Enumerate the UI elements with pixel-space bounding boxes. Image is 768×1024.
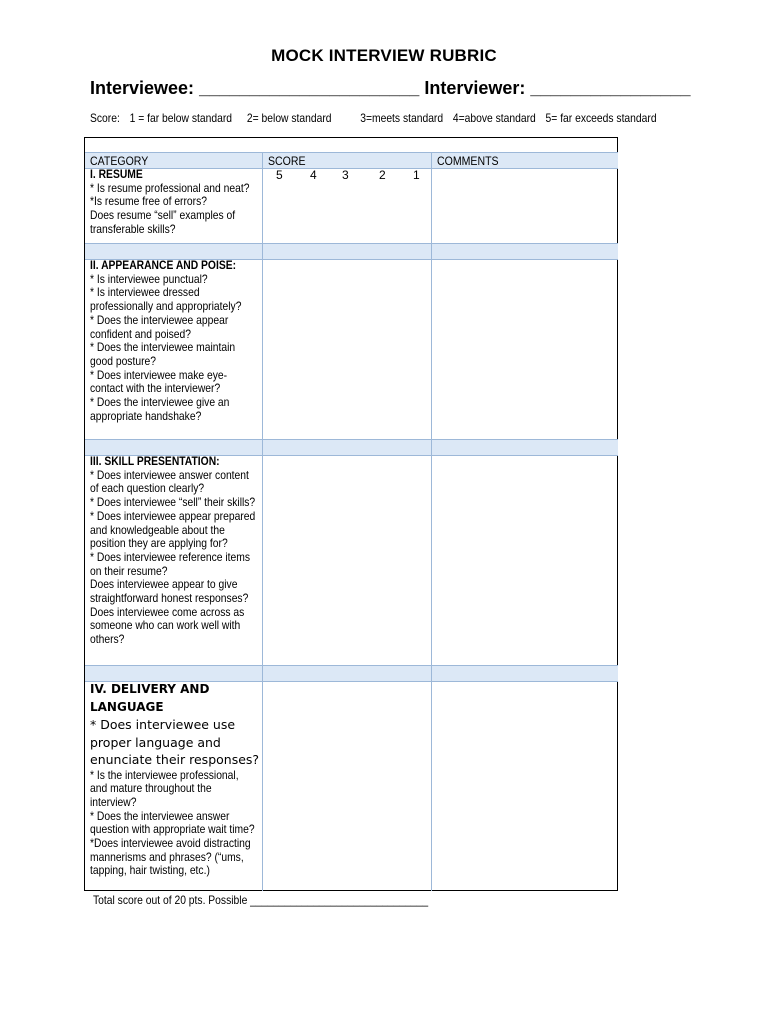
criterion-line: of each question clearly? (90, 481, 205, 496)
criterion-line: position they are applying for? (90, 536, 228, 551)
header-category: CATEGORY (90, 154, 149, 168)
header-comments: COMMENTS (437, 154, 499, 168)
criterion-line: tapping, hair twisting, etc.) (90, 863, 210, 878)
score-scale (276, 168, 447, 182)
score-key (90, 111, 669, 125)
section-heading: LANGUAGE (90, 699, 164, 714)
section-skill-presentation (90, 455, 258, 647)
criterion-line: Does interviewee come across as (90, 604, 245, 619)
criterion-line: * Does the interviewee answer (90, 808, 230, 823)
criterion-line: contact with the interviewer? (90, 381, 221, 396)
section-heading: I. RESUME (90, 167, 143, 181)
names-row (90, 78, 691, 99)
section-heading: II. APPEARANCE AND POISE: (90, 258, 237, 272)
score-2: 2 (379, 168, 386, 182)
page-title: MOCK INTERVIEW RUBRIC (271, 46, 497, 65)
criterion-line: * Does interviewee make eye- (90, 367, 228, 382)
criterion-line: * Is resume professional and neat? (90, 180, 250, 195)
criterion-line: * Is the interviewee professional, (90, 767, 239, 782)
criterion-line: Does resume “sell” examples of (90, 208, 236, 223)
criterion-line: enunciate their responses? (90, 752, 260, 767)
criterion-line: and knowledgeable about the (90, 522, 225, 537)
section-delivery-language (90, 681, 265, 878)
table-header-row (85, 152, 618, 169)
criterion-line: confident and poised? (90, 326, 191, 341)
criterion-line: others? (90, 632, 125, 647)
criterion-line: * Does the interviewee appear (90, 312, 229, 327)
criterion-line: * Does interviewee answer content (90, 467, 249, 482)
score-3: 3 (342, 168, 349, 182)
score-key-label: Score: (90, 111, 120, 125)
score-1: 1 (413, 168, 420, 182)
section-appearance (90, 259, 258, 423)
criterion-line: *Does interviewee avoid distracting (90, 836, 251, 851)
criterion-line: and mature throughout the (90, 781, 212, 796)
criterion-line: * Does the interviewee give an (90, 395, 230, 410)
column-divider (431, 152, 432, 891)
criterion-line: question with appropriate wait time? (90, 822, 255, 837)
criterion-line: on their resume? (90, 563, 168, 578)
interviewer-blank: ________________ (530, 78, 691, 98)
score-4: 4 (310, 168, 317, 182)
criterion-line: good posture? (90, 353, 156, 368)
criterion-line: * Does interviewee reference items (90, 549, 251, 564)
table-separator-row (85, 665, 618, 682)
criterion-line: interview? (90, 794, 137, 809)
score-5: 5 (276, 168, 283, 182)
interviewer-label: Interviewer: (424, 78, 526, 98)
interviewee-label: Interviewee: (90, 78, 195, 98)
criterion-line: Does interviewee appear to give (90, 577, 238, 592)
score-level-4: 4=above standard (452, 111, 536, 125)
criterion-line: * Does interviewee “sell” their skills? (90, 495, 256, 510)
score-level-2: 2= below standard (246, 111, 332, 125)
criterion-line: *Is resume free of errors? (90, 194, 208, 209)
criterion-line: * Does interviewee appear prepared (90, 508, 256, 523)
criterion-line: appropriate handshake? (90, 408, 202, 423)
criterion-line: * Does interviewee use (90, 717, 236, 732)
criterion-line: * Does the interviewee maintain (90, 340, 236, 355)
criterion-line: * Is interviewee dressed (90, 285, 200, 300)
criterion-line: professionally and appropriately? (90, 299, 242, 314)
criterion-line: * Is interviewee punctual? (90, 271, 208, 286)
score-level-5: 5= far exceeds standard (545, 111, 657, 125)
criterion-line: transferable skills? (90, 221, 176, 236)
total-score-line: Total score out of 20 pts. Possible _______________________________ (93, 893, 429, 907)
interviewee-blank: ______________________ (199, 78, 420, 98)
criterion-line: straightforward honest responses? (90, 591, 249, 606)
section-heading: IV. DELIVERY AND (90, 682, 210, 696)
score-level-3: 3=meets standard (360, 111, 444, 125)
criterion-line: mannerisms and phrases? (“ums, (90, 849, 244, 864)
criterion-line: proper language and (90, 734, 221, 750)
section-resume (90, 168, 258, 237)
section-heading: III. SKILL PRESENTATION: (90, 454, 220, 468)
header-score: SCORE (268, 154, 306, 168)
criterion-line: someone who can work well with (90, 618, 241, 633)
score-level-1: 1 = far below standard (129, 111, 232, 125)
